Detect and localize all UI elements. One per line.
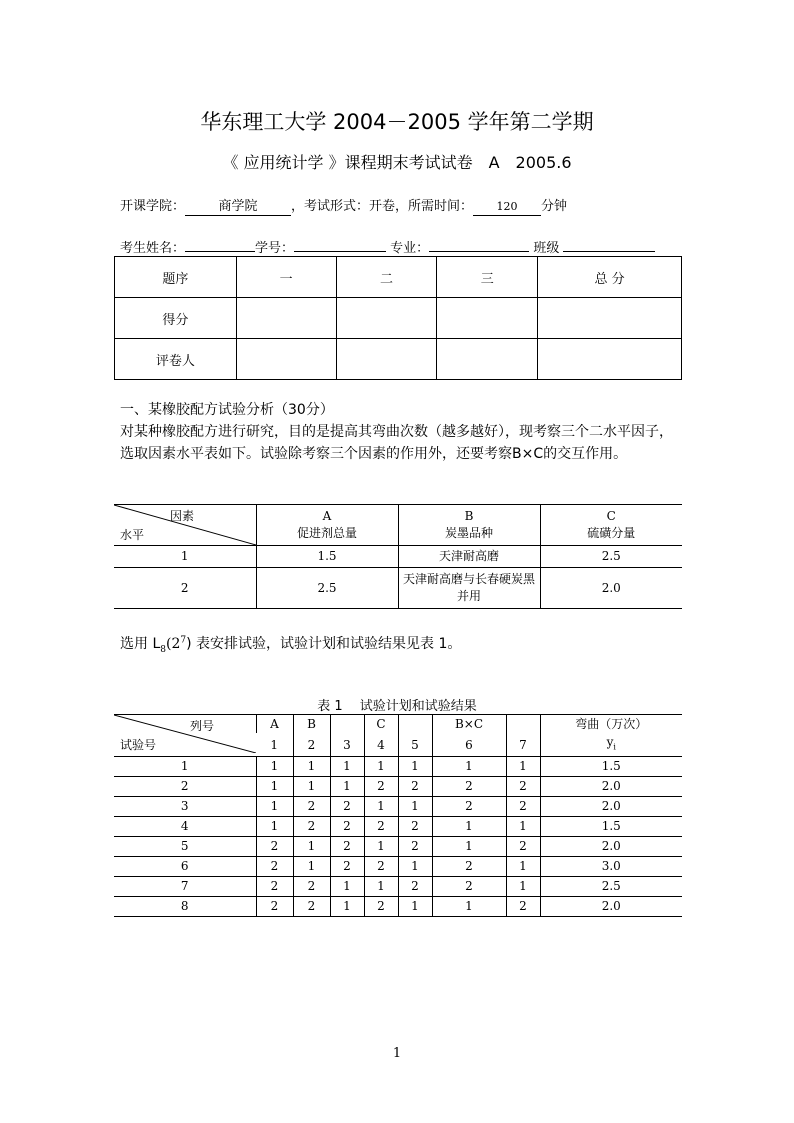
result-cell: 2.0	[540, 897, 682, 917]
level-cell: 1	[293, 757, 330, 777]
level-cell: 1	[330, 897, 364, 917]
level-cell: 1	[364, 757, 398, 777]
score-header-row	[115, 257, 682, 298]
factor-label: A	[256, 715, 293, 734]
level-cell: 2	[506, 777, 540, 797]
factor-cell: 2.5	[256, 568, 398, 609]
level-cell: 1	[398, 797, 432, 817]
table-row	[114, 857, 682, 877]
trial-number: 5	[114, 837, 256, 857]
column-number: 6	[432, 733, 506, 757]
level-cell: 2	[364, 777, 398, 797]
score-header-cell: 二	[336, 257, 437, 298]
column-number: 4	[364, 733, 398, 757]
table1-corner-top: 列号	[190, 719, 215, 733]
id-label: 学号：	[255, 241, 295, 256]
table1-caption: 表 1 试验计划和试验结果	[317, 699, 477, 714]
level-cell: 1	[398, 757, 432, 777]
major-blank[interactable]	[429, 235, 529, 252]
table-row	[114, 897, 682, 917]
level-cell: 1	[432, 837, 506, 857]
exam-title: 华东理工大学 2004－2005 学年第二学期	[200, 110, 594, 134]
level-cell: 2	[256, 877, 293, 897]
class-blank[interactable]	[563, 235, 655, 252]
level-cell: 2	[256, 837, 293, 857]
question1-heading: 一、某橡胶配方试验分析（30分）	[120, 402, 334, 418]
trial-number: 8	[114, 897, 256, 917]
level-cell: 2	[256, 857, 293, 877]
factor-level-table	[114, 504, 682, 609]
level-cell: 2	[330, 797, 364, 817]
level-cell: 1	[364, 877, 398, 897]
level-cell: 2	[506, 837, 540, 857]
table-row	[114, 817, 682, 837]
design-sentence: 选用 $L_8(2^7)$ 表安排试验，试验计划和试验结果见表 1。	[120, 635, 462, 655]
table1-header-row-1	[114, 715, 682, 734]
time-value: 120	[473, 199, 541, 216]
table-row	[114, 797, 682, 817]
level-cell: 2	[293, 897, 330, 917]
factor-corner-bottom: 水平	[120, 528, 145, 542]
major-label: 专业：	[390, 241, 430, 256]
column-number: 3	[330, 733, 364, 757]
column-number: 7	[506, 733, 540, 757]
trial-number: 2	[114, 777, 256, 797]
score-header-cell: 题序	[115, 257, 237, 298]
table1-corner-bottom: 试验号	[120, 738, 157, 752]
level-cell: 1	[506, 877, 540, 897]
trial-number: 3	[114, 797, 256, 817]
level-cell: 2	[432, 877, 506, 897]
table1-corner-cell	[114, 715, 256, 757]
grader-row	[115, 339, 682, 380]
factor-col-header: C 硫磺分量	[540, 505, 682, 546]
table-row	[114, 837, 682, 857]
level-cell: 2	[506, 797, 540, 817]
table-row	[114, 877, 682, 897]
grader-cell[interactable]	[538, 339, 682, 380]
level-cell: 1	[330, 757, 364, 777]
factor-label: B	[293, 715, 330, 734]
level-cell: 1	[364, 837, 398, 857]
level-cell: 1	[506, 757, 540, 777]
result-cell: 1.5	[540, 817, 682, 837]
level-cell: 1	[398, 897, 432, 917]
level-cell: 1	[506, 817, 540, 837]
column-number: 2	[293, 733, 330, 757]
level-cell: 2	[364, 857, 398, 877]
level-cell: 1	[432, 817, 506, 837]
result-cell: 1.5	[540, 757, 682, 777]
orthogonal-table	[114, 714, 682, 917]
level-cell: 2	[364, 817, 398, 837]
factor-cell: 天津耐高磨	[398, 546, 540, 568]
level-cell: 1	[364, 797, 398, 817]
table1-body	[114, 757, 682, 917]
level-cell: 2	[398, 877, 432, 897]
factor-label	[398, 715, 432, 734]
level-cell: 1	[256, 757, 293, 777]
level-cell: 1	[256, 797, 293, 817]
score-header-cell: 一	[236, 257, 336, 298]
factor-label	[330, 715, 364, 734]
factor-corner-top: 因素	[170, 509, 195, 523]
trial-number: 1	[114, 757, 256, 777]
level-cell: 2	[506, 897, 540, 917]
trial-number: 4	[114, 817, 256, 837]
table-row	[114, 777, 682, 797]
level-cell: 1	[432, 897, 506, 917]
factor-col-header: B 炭墨品种	[398, 505, 540, 546]
factor-level: 1	[114, 546, 256, 568]
table-row	[114, 757, 682, 777]
factor-label	[506, 715, 540, 734]
grader-cell[interactable]	[236, 339, 336, 380]
column-number: 5	[398, 733, 432, 757]
level-cell: 2	[398, 777, 432, 797]
result-cell: 2.5	[540, 877, 682, 897]
id-blank[interactable]	[294, 235, 386, 252]
result-cell: 3.0	[540, 857, 682, 877]
level-cell: 1	[432, 757, 506, 777]
college-value: 商学院	[185, 199, 291, 216]
exam-subtitle: 《 应用统计学 》课程期末考试试卷 A 2005.6	[222, 153, 572, 172]
factor-label: B×C	[432, 715, 506, 734]
name-label: 考生姓名：	[120, 241, 186, 256]
score-cell[interactable]	[336, 298, 437, 339]
factor-cell: 天津耐高磨与长春硬炭黑并用	[398, 568, 540, 609]
class-label: 班级	[533, 241, 560, 256]
level-cell: 2	[432, 777, 506, 797]
factor-level: 2	[114, 568, 256, 609]
level-cell: 1	[330, 777, 364, 797]
factor-row	[114, 546, 682, 568]
level-cell: 2	[330, 857, 364, 877]
trial-number: 6	[114, 857, 256, 877]
level-cell: 1	[293, 777, 330, 797]
result-cell: 2.0	[540, 797, 682, 817]
result-cell: 2.0	[540, 777, 682, 797]
factor-col-header: A 促进剂总量	[256, 505, 398, 546]
level-cell: 2	[293, 797, 330, 817]
result-header: 弯曲（万次）	[540, 715, 682, 734]
level-cell: 1	[293, 857, 330, 877]
level-cell: 2	[330, 817, 364, 837]
score-row	[115, 298, 682, 339]
score-header-cell: 三	[437, 257, 538, 298]
score-cell[interactable]	[236, 298, 336, 339]
level-cell: 1	[398, 857, 432, 877]
level-cell: 1	[256, 817, 293, 837]
level-cell: 2	[364, 897, 398, 917]
trial-number: 7	[114, 877, 256, 897]
level-cell: 2	[398, 837, 432, 857]
factor-label: C	[364, 715, 398, 734]
level-cell: 2	[256, 897, 293, 917]
result-cell: 2.0	[540, 837, 682, 857]
level-cell: 2	[432, 797, 506, 817]
level-cell: 2	[330, 837, 364, 857]
score-table	[114, 256, 682, 380]
question1-body: 对某种橡胶配方进行研究，目的是提高其弯曲次数（越多越好），现考察三个二水平因子，选取因素水平表如下。试验除考察三个因素的作用外，还要考察B×C的交互作用。	[120, 424, 673, 462]
factor-cell: 2.0	[540, 568, 682, 609]
score-cell[interactable]	[538, 298, 682, 339]
grader-cell[interactable]	[437, 339, 538, 380]
level-cell: 2	[432, 857, 506, 877]
level-cell: 1	[330, 877, 364, 897]
level-cell: 2	[293, 877, 330, 897]
result-symbol: $y_i$	[540, 733, 682, 757]
level-cell: 2	[398, 817, 432, 837]
factor-cell: 1.5	[256, 546, 398, 568]
college-label: 开课学院：	[120, 199, 186, 214]
factor-row	[114, 568, 682, 609]
factor-corner-cell	[114, 505, 256, 546]
level-cell: 1	[506, 857, 540, 877]
time-unit: 分钟	[541, 199, 568, 214]
student-info-line	[120, 235, 655, 256]
course-info-line	[120, 195, 567, 216]
exam-form-text: ，考试形式：开卷，所需时间：	[291, 199, 474, 214]
level-cell: 1	[293, 837, 330, 857]
score-header-cell: 总 分	[538, 257, 682, 298]
level-cell: 1	[256, 777, 293, 797]
score-cell[interactable]	[437, 298, 538, 339]
grader-cell[interactable]	[336, 339, 437, 380]
level-cell: 2	[293, 817, 330, 837]
name-blank[interactable]	[185, 235, 255, 252]
grader-row-label: 评卷人	[115, 339, 237, 380]
page-number: 1	[392, 1046, 402, 1061]
factor-cell: 2.5	[540, 546, 682, 568]
factor-header-row	[114, 505, 682, 546]
score-row-label: 得分	[115, 298, 237, 339]
column-number: 1	[256, 733, 293, 757]
